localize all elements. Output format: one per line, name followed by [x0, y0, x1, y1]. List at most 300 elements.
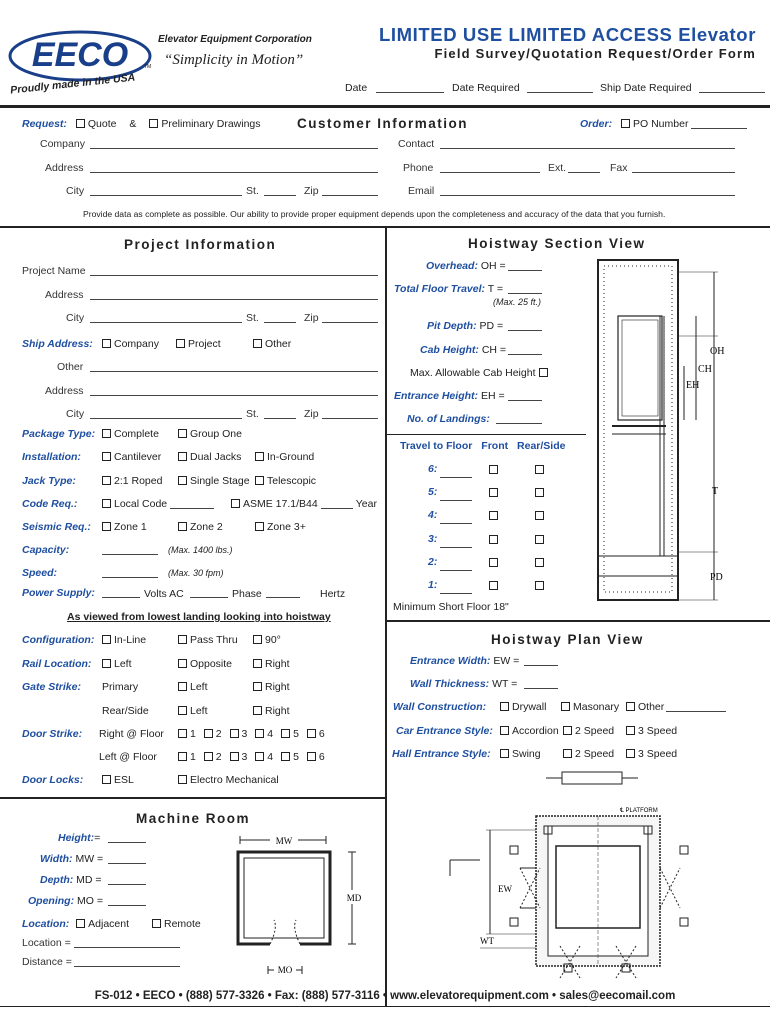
floor-travel-field[interactable] — [440, 593, 472, 594]
ch-eq: CH = — [481, 344, 507, 356]
ship-zip-label: Zip — [304, 408, 319, 420]
floor-label: 2: — [428, 555, 438, 568]
column-divider — [385, 226, 387, 1006]
date-required-label: Date Required — [452, 82, 520, 94]
lf-1-checkbox[interactable] — [178, 752, 187, 761]
floor-label: 5: — [428, 486, 438, 499]
ship-city-label: City — [66, 408, 85, 420]
rail-opposite-checkbox[interactable] — [178, 659, 187, 668]
gate-primary-right-label: Right — [265, 681, 290, 693]
min-floor-label: Minimum Short Floor 18" — [393, 601, 509, 613]
contact-label: Contact — [398, 138, 435, 150]
complete-label: Complete — [114, 428, 159, 440]
ship-date-field[interactable] — [600, 82, 765, 94]
floor-rear-checkbox[interactable] — [535, 535, 544, 544]
drywall-checkbox[interactable] — [500, 702, 509, 711]
lf-5-label: 5 — [293, 751, 299, 763]
asme-year-field[interactable] — [321, 499, 353, 509]
cantilever-checkbox[interactable] — [102, 452, 111, 461]
entrance-width-label: Entrance Width: — [410, 655, 491, 667]
project-zip-field[interactable] — [322, 322, 378, 323]
gate-primary-right-checkbox[interactable] — [253, 682, 262, 691]
company-label: Company — [40, 138, 85, 150]
in-line-label: In-Line — [114, 634, 147, 646]
ninety-label: 90° — [265, 634, 281, 646]
footer-text: FS-012 • EECO • (888) 577-3326 • Fax: (888) 577-3116 • www.elevatorequipment.com • sales@eecomail.com — [94, 990, 676, 1002]
project-name-label: Project Name — [22, 265, 86, 277]
landings-field[interactable] — [496, 423, 542, 424]
customer-info-title: Customer Information — [297, 116, 469, 131]
gate-rear-right-label: Right — [265, 705, 290, 717]
floor-rear-checkbox[interactable] — [535, 581, 544, 590]
complete-checkbox[interactable] — [102, 429, 111, 438]
order-label: Order: — [580, 118, 613, 130]
location-field[interactable] — [74, 947, 180, 948]
other-label: Other — [57, 361, 84, 373]
quote-checkbox[interactable] — [76, 119, 85, 128]
lf-6-checkbox[interactable] — [307, 752, 316, 761]
po-number-field[interactable] — [691, 119, 747, 129]
pit-depth-label: Pit Depth: — [427, 320, 477, 332]
hoistway-section-title: Hoistway Section View — [468, 236, 646, 251]
hall-3speed-label: 3 Speed — [638, 748, 678, 760]
floor-label: 3: — [428, 532, 438, 545]
t-dim-label: T — [712, 486, 719, 497]
rf-5-label: 5 — [293, 728, 299, 740]
right-floor-label: Right @ Floor — [99, 728, 164, 740]
header-divider — [0, 105, 770, 108]
oh-eq: OH = — [480, 260, 506, 272]
roped-checkbox[interactable] — [102, 476, 111, 485]
floor-rear-checkbox[interactable] — [535, 511, 544, 520]
pd-dim-label: PD — [710, 572, 723, 583]
email-field[interactable] — [440, 195, 735, 196]
notice-text: Provide data as complete as possible. Our ability to provide proper equipment depends upon the completeness and accuracy of the data that you furnish. — [83, 209, 666, 219]
mr-opening-label: Opening: — [28, 895, 75, 907]
wt-eq: WT = — [492, 678, 518, 690]
single-stage-checkbox[interactable] — [178, 476, 187, 485]
cantilever-label: Cantilever — [114, 451, 162, 463]
mw-dim-label: MW — [275, 836, 293, 846]
quote-label: Quote — [87, 118, 117, 130]
floor-front-checkbox[interactable] — [489, 535, 498, 544]
hoistway-section-diagram — [590, 256, 770, 604]
seismic-req-label: Seismic Req.: — [22, 521, 91, 533]
capacity-max: (Max. 1400 lbs.) — [168, 545, 233, 555]
rf-3-checkbox[interactable] — [230, 729, 239, 738]
hall-entrance-style-label: Hall Entrance Style: — [392, 748, 491, 760]
adjacent-label: Adjacent — [88, 918, 130, 930]
eh-field[interactable] — [508, 400, 542, 401]
rf-1-label: 1 — [190, 728, 196, 740]
floor-front-checkbox[interactable] — [489, 488, 498, 497]
machine-room-title: Machine Room — [136, 811, 251, 826]
esl-checkbox[interactable] — [102, 775, 111, 784]
electro-label: Electro Mechanical — [190, 774, 279, 786]
floor-travel-field[interactable] — [440, 523, 472, 524]
single-stage-label: Single Stage — [190, 475, 250, 487]
rear-side-header: Rear/Side — [517, 440, 566, 452]
volts-ac-field[interactable] — [190, 597, 228, 598]
zone1-checkbox[interactable] — [102, 522, 111, 531]
other-field[interactable] — [90, 371, 378, 372]
viewed-note: As viewed from lowest landing looking into hoistway — [67, 611, 331, 623]
ew-field[interactable] — [524, 665, 558, 666]
city-field[interactable] — [90, 195, 242, 196]
eh-eq: EH = — [480, 390, 505, 402]
roped-label: 2:1 Roped — [114, 475, 163, 487]
project-name-field[interactable] — [90, 275, 378, 276]
contact-field[interactable] — [440, 148, 735, 149]
other-wall-field[interactable] — [666, 702, 726, 712]
t-field[interactable] — [508, 293, 542, 294]
local-code-field[interactable] — [170, 499, 214, 509]
md-dim-label: MD — [346, 893, 362, 903]
wt-field[interactable] — [524, 688, 558, 689]
date-required-field[interactable] — [452, 82, 593, 94]
ext-field[interactable] — [568, 172, 600, 173]
location-eq-label: Location = — [22, 937, 71, 949]
request-label: Request: — [22, 118, 67, 130]
rail-right-checkbox[interactable] — [253, 659, 262, 668]
power-supply-label: Power Supply: — [22, 587, 95, 599]
telescopic-label: Telescopic — [267, 475, 317, 487]
max-cab-label: Max. Allowable Cab Height — [410, 367, 536, 379]
hall-2speed-checkbox[interactable] — [563, 749, 572, 758]
wall-construction-label: Wall Construction: — [393, 701, 487, 713]
left-floor-label: Left @ Floor — [99, 751, 157, 763]
car-2speed-label: 2 Speed — [575, 725, 615, 737]
wt-dim-label: WT — [480, 936, 494, 946]
overhead-label: Overhead: — [426, 260, 478, 272]
rf-6-checkbox[interactable] — [307, 729, 316, 738]
lf-2-label: 2 — [215, 751, 222, 763]
lf-3-label: 3 — [241, 751, 248, 763]
ship-company-checkbox[interactable] — [102, 339, 111, 348]
mo-dim-label: MO — [277, 965, 293, 975]
mw-field[interactable] — [108, 863, 146, 864]
zone1-label: Zone 1 — [114, 521, 147, 533]
swing-label: Swing — [512, 748, 541, 760]
front-header: Front — [481, 440, 509, 452]
lf-4-checkbox[interactable] — [255, 752, 264, 761]
floor-front-checkbox[interactable] — [489, 558, 498, 567]
rf-1-checkbox[interactable] — [178, 729, 187, 738]
po-label: PO Number — [633, 118, 689, 130]
mo-field[interactable] — [108, 905, 146, 906]
local-code-label: Local Code — [114, 498, 168, 510]
mr-height-label: Height: — [58, 832, 95, 844]
hall-2speed-label: 2 Speed — [575, 748, 615, 760]
lf-3-checkbox[interactable] — [230, 752, 239, 761]
address-label: Address — [45, 162, 84, 174]
slogan: “Simplicity in Motion” — [164, 52, 304, 68]
adjacent-checkbox[interactable] — [76, 919, 85, 928]
installation-label: Installation: — [22, 451, 81, 463]
ch-field[interactable] — [508, 354, 542, 355]
lf-5-checkbox[interactable] — [281, 752, 290, 761]
lf-6-label: 6 — [318, 751, 325, 763]
gate-rear-left-label: Left — [190, 705, 208, 717]
lf-4-label: 4 — [267, 751, 274, 763]
speed-field[interactable] — [102, 577, 158, 578]
rf-5-checkbox[interactable] — [281, 729, 290, 738]
platform-label: ℄ PLATFORM — [620, 808, 658, 814]
pd-eq: PD = — [479, 320, 504, 332]
other-wall-checkbox[interactable] — [626, 702, 635, 711]
floor-travel-field[interactable] — [440, 547, 472, 548]
ship-date-label: Ship Date Required — [600, 82, 692, 94]
pass-thru-label: Pass Thru — [190, 634, 238, 646]
date-label: Date — [345, 82, 368, 94]
company-field[interactable] — [90, 148, 378, 149]
rf-4-label: 4 — [267, 728, 274, 740]
ship-city-field[interactable] — [90, 418, 242, 419]
form-title: LIMITED USE LIMITED ACCESS Elevator — [379, 24, 756, 45]
local-code-checkbox[interactable] — [102, 499, 111, 508]
date-field[interactable] — [345, 82, 444, 94]
volts-field[interactable] — [102, 597, 140, 598]
mw-eq: MW = — [75, 853, 104, 865]
ship-st-label: St. — [246, 408, 259, 420]
project-st-label: St. — [246, 312, 259, 324]
amp-text: & — [129, 118, 137, 130]
zip-field[interactable] — [322, 195, 378, 196]
mr-height-field[interactable] — [108, 842, 146, 843]
fax-field[interactable] — [632, 172, 735, 173]
car-3speed-label: 3 Speed — [638, 725, 678, 737]
form-subtitle: Field Survey/Quotation Request/Order Form — [434, 46, 756, 61]
configuration-label: Configuration: — [22, 634, 95, 646]
cab-height-label: Cab Height: — [420, 344, 479, 356]
in-ground-checkbox[interactable] — [255, 452, 264, 461]
footer-divider — [0, 1006, 770, 1007]
drywall-label: Drywall — [512, 701, 547, 713]
project-city-label: City — [66, 312, 85, 324]
t-max: (Max. 25 ft.) — [493, 297, 542, 307]
pass-thru-checkbox[interactable] — [178, 635, 187, 644]
phase-field[interactable] — [266, 597, 300, 598]
oh-dim-label: OH — [710, 346, 725, 357]
floor-rear-checkbox[interactable] — [535, 465, 544, 474]
other-wall-label: Other — [638, 701, 665, 713]
distance-field[interactable] — [74, 966, 180, 967]
masonary-checkbox[interactable] — [561, 702, 570, 711]
landings-label: No. of Landings: — [407, 413, 490, 425]
project-city-field[interactable] — [90, 322, 242, 323]
rail-left-checkbox[interactable] — [102, 659, 111, 668]
project-zip-label: Zip — [304, 312, 319, 324]
prelim-label: Preliminary Drawings — [161, 118, 261, 130]
prelim-checkbox[interactable] — [149, 119, 158, 128]
door-strike-label: Door Strike: — [22, 728, 83, 740]
md-eq: MD = — [76, 874, 102, 886]
car-2speed-checkbox[interactable] — [563, 726, 572, 735]
ship-address2-field[interactable] — [90, 395, 378, 396]
gate-strike-label: Gate Strike: — [22, 681, 81, 693]
hoistway-plan-diagram — [440, 768, 766, 984]
electro-checkbox[interactable] — [178, 775, 187, 784]
dual-jacks-checkbox[interactable] — [178, 452, 187, 461]
code-req-label: Code Req.: — [22, 498, 78, 510]
left-floor-options — [178, 751, 325, 763]
mr-location-label: Location: — [22, 918, 70, 930]
project-address-field[interactable] — [90, 299, 378, 300]
distance-eq-label: Distance = — [22, 956, 72, 968]
esl-label: ESL — [114, 774, 134, 786]
ship-zip-field[interactable] — [322, 418, 378, 419]
car-3speed-checkbox[interactable] — [626, 726, 635, 735]
zone3-label: Zone 3+ — [267, 521, 306, 533]
floor-rear-checkbox[interactable] — [535, 558, 544, 567]
ship-address-label: Ship Address: — [22, 338, 93, 350]
rf-3-label: 3 — [241, 728, 248, 740]
lf-1-label: 1 — [190, 751, 196, 763]
rail-location-label: Rail Location: — [22, 658, 92, 670]
rf-2-label: 2 — [215, 728, 222, 740]
hall-3speed-checkbox[interactable] — [626, 749, 635, 758]
group-one-label: Group One — [190, 428, 242, 440]
primary-label: Primary — [102, 681, 139, 693]
floor-travel-field[interactable] — [440, 500, 472, 501]
st-field[interactable] — [264, 195, 296, 196]
floor-label: 1: — [428, 579, 438, 591]
landings-divider — [386, 434, 586, 435]
hertz-label: Hertz — [320, 588, 346, 600]
speed-label: Speed: — [22, 567, 58, 579]
mr-width-label: Width: — [40, 853, 73, 865]
zip-label: Zip — [304, 185, 319, 197]
floor-label: 6: — [428, 463, 438, 475]
entrance-height-label: Entrance Height: — [394, 390, 479, 402]
project-address-label: Address — [45, 289, 84, 301]
speed-max: (Max. 30 fpm) — [168, 568, 224, 578]
ew-eq: EW = — [493, 655, 520, 667]
logo-text: EECO — [31, 36, 129, 74]
company-name: Elevator Equipment Corporation — [158, 34, 312, 45]
floor-travel-field[interactable] — [440, 477, 472, 478]
address-field[interactable] — [90, 172, 378, 173]
floor-rear-checkbox[interactable] — [535, 488, 544, 497]
car-entrance-style-label: Car Entrance Style: — [396, 725, 493, 737]
right-floor-options — [178, 728, 325, 740]
ship-st-field[interactable] — [264, 418, 296, 419]
hoistway-plan-title: Hoistway Plan View — [491, 632, 644, 647]
t-eq: T = — [487, 283, 504, 295]
ship-project-label: Project — [188, 338, 221, 350]
in-line-checkbox[interactable] — [102, 635, 111, 644]
city-label: City — [66, 185, 85, 197]
mr-depth-label: Depth: — [40, 874, 74, 886]
project-info-title: Project Information — [124, 237, 277, 252]
masonary-label: Masonary — [573, 701, 620, 713]
rear-side-label: Rear/Side — [102, 705, 149, 717]
swing-checkbox[interactable] — [500, 749, 509, 758]
floor-front-checkbox[interactable] — [489, 465, 498, 474]
ship-project-checkbox[interactable] — [176, 339, 185, 348]
rf-6-label: 6 — [318, 728, 325, 740]
pd-field[interactable] — [508, 330, 542, 331]
lf-2-checkbox[interactable] — [204, 752, 213, 761]
ship-other-label: Other — [265, 338, 292, 350]
project-st-field[interactable] — [264, 322, 296, 323]
rail-opposite-label: Opposite — [190, 658, 233, 670]
ship-address2-label: Address — [45, 385, 84, 397]
gate-rear-left-checkbox[interactable] — [178, 706, 187, 715]
remote-checkbox[interactable] — [152, 919, 161, 928]
eh-dim-label: EH — [686, 380, 700, 391]
fax-label: Fax — [610, 162, 628, 174]
zone2-checkbox[interactable] — [178, 522, 187, 531]
md-field[interactable] — [108, 884, 146, 885]
rf-2-checkbox[interactable] — [204, 729, 213, 738]
gate-primary-left-checkbox[interactable] — [178, 682, 187, 691]
jack-type-label: Jack Type: — [22, 475, 76, 487]
zone2-label: Zone 2 — [190, 521, 223, 533]
plan-divider — [386, 620, 770, 622]
package-type-label: Package Type: — [22, 428, 96, 440]
travel-to-floor-header: Travel to Floor — [400, 440, 473, 452]
st-label: St. — [246, 185, 259, 197]
accordion-label: Accordion — [512, 725, 559, 737]
machine-room-diagram — [230, 832, 380, 980]
remote-label: Remote — [164, 918, 201, 930]
capacity-field[interactable] — [102, 554, 158, 555]
oh-field[interactable] — [508, 270, 542, 271]
gate-primary-left-label: Left — [190, 681, 208, 693]
ship-other-checkbox[interactable] — [253, 339, 262, 348]
rail-left-label: Left — [114, 658, 132, 670]
ship-company-label: Company — [114, 338, 159, 350]
group-one-checkbox[interactable] — [178, 429, 187, 438]
ew-dim-label: EW — [498, 884, 512, 894]
email-label: Email — [408, 185, 435, 197]
door-locks-label: Door Locks: — [22, 774, 84, 786]
mo-eq: MO = — [77, 895, 103, 907]
ch-dim-label: CH — [698, 364, 712, 375]
phase-label: Phase — [232, 588, 262, 600]
ext-label: Ext. — [548, 162, 567, 174]
floor-label: 4: — [428, 509, 438, 522]
phone-label: Phone — [403, 162, 434, 174]
in-ground-label: In-Ground — [267, 451, 315, 463]
wall-thickness-label: Wall Thickness: — [410, 678, 490, 690]
ninety-checkbox[interactable] — [253, 635, 262, 644]
mr-height-eq: = — [94, 832, 101, 844]
accordion-checkbox[interactable] — [500, 726, 509, 735]
capacity-label: Capacity: — [22, 544, 70, 556]
rf-4-checkbox[interactable] — [255, 729, 264, 738]
floor-travel-field[interactable] — [440, 570, 472, 571]
po-checkbox[interactable] — [621, 119, 630, 128]
logo-made: Proudly made in the USA — [9, 71, 136, 97]
zone3-checkbox[interactable] — [255, 522, 264, 531]
rail-right-label: Right — [265, 658, 290, 670]
gate-rear-right-checkbox[interactable] — [253, 706, 262, 715]
year-label: Year — [355, 498, 377, 510]
machine-divider — [0, 797, 385, 799]
asme-label: ASME 17.1/B44 — [243, 498, 318, 510]
floor-front-checkbox[interactable] — [489, 511, 498, 520]
trademark: TM — [144, 64, 152, 70]
volts-label: Volts AC — [144, 588, 184, 600]
telescopic-checkbox[interactable] — [255, 476, 264, 485]
phone-field[interactable] — [440, 172, 540, 173]
total-travel-label: Total Floor Travel: — [394, 283, 486, 295]
max-cab-checkbox[interactable] — [539, 368, 548, 377]
floor-front-checkbox[interactable] — [489, 581, 498, 590]
asme-checkbox[interactable] — [231, 499, 240, 508]
